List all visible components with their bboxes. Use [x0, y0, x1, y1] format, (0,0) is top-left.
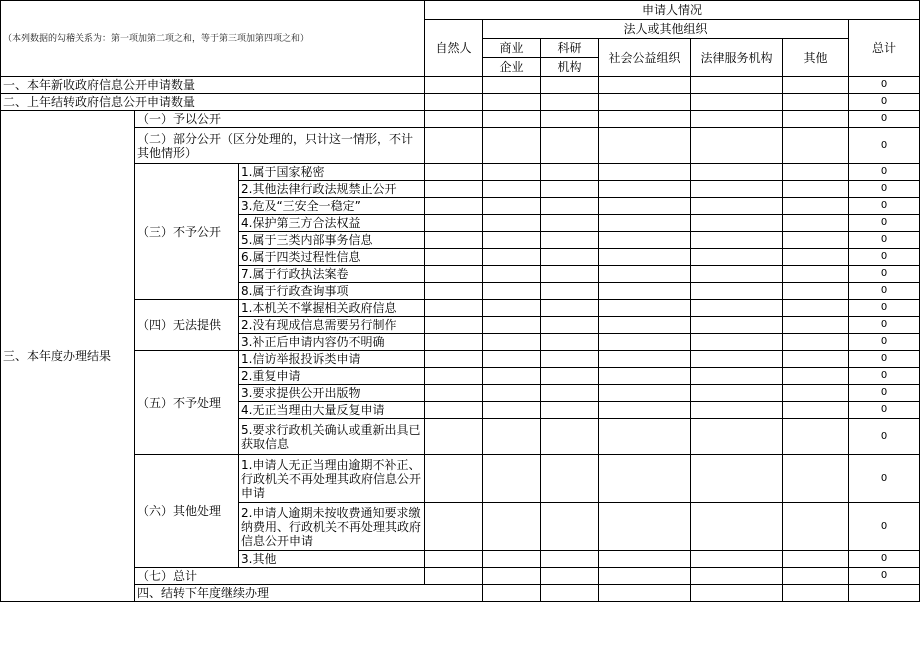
item-label: 7.属于行政执法案卷: [239, 266, 425, 283]
row-total: 0: [849, 402, 920, 419]
applicant-header: 申请人情况: [425, 1, 920, 20]
row-total: 0: [849, 551, 920, 568]
item-label: 1.本机关不掌握相关政府信息: [239, 300, 425, 317]
item-label: 2.没有现成信息需要另行制作: [239, 317, 425, 334]
row-total: 0: [849, 215, 920, 232]
row-total: 0: [849, 164, 920, 181]
row-total: 0: [849, 77, 920, 94]
table-row: [1, 585, 920, 602]
natural-person-header: 自然人: [425, 20, 483, 77]
row-total: 0: [849, 283, 920, 300]
item-label: 4.保护第三方合法权益: [239, 215, 425, 232]
item-label: 3.补正后申请内容仍不明确: [239, 334, 425, 351]
row-total: 0: [849, 334, 920, 351]
row-total: 0: [849, 368, 920, 385]
row-total: 0: [849, 317, 920, 334]
row-label: 一、本年新收政府信息公开申请数量: [1, 77, 425, 94]
legal-org-header: 法人或其他组织: [483, 20, 849, 39]
sub-label: （二）部分公开（区分处理的，只计这一情形，不计其他情形）: [135, 128, 425, 164]
row-label: 四、结转下年度继续办理: [135, 585, 483, 602]
item-label: 3.危及“三安全一稳定”: [239, 198, 425, 215]
commercial-header-2: 企业: [483, 58, 541, 77]
table-row: [1, 351, 920, 368]
row-total: 0: [849, 198, 920, 215]
sub-label: （六）其他处理: [135, 455, 239, 568]
table-row: [1, 128, 920, 164]
item-label: 1.申请人无正当理由逾期不补正、行政机关不再处理其政府信息公开申请: [239, 455, 425, 503]
table-row: [1, 300, 920, 317]
sub-label: （三）不予公开: [135, 164, 239, 300]
item-label: 5.属于三类内部事务信息: [239, 232, 425, 249]
item-label: 3.要求提供公开出版物: [239, 385, 425, 402]
item-label: 6.属于四类过程性信息: [239, 249, 425, 266]
item-label: 4.无正当理由大量反复申请: [239, 402, 425, 419]
row-total: 0: [849, 351, 920, 368]
row-total: 0: [849, 266, 920, 283]
section-label: 三、本年度办理结果: [1, 111, 135, 602]
item-label: 3.其他: [239, 551, 425, 568]
research-header-1: 科研: [541, 39, 599, 58]
sub-label: （七）总计: [135, 568, 425, 585]
other-header: 其他: [783, 39, 849, 77]
sub-label: （一）予以公开: [135, 111, 425, 128]
table-row: [1, 568, 920, 585]
row-total: 0: [849, 455, 920, 503]
row-total: 0: [849, 94, 920, 111]
sub-label: （五）不予处理: [135, 351, 239, 455]
row-total: 0: [849, 568, 920, 585]
item-label: 8.属于行政查询事项: [239, 283, 425, 300]
table-row: [1, 164, 920, 181]
item-label: 1.属于国家秘密: [239, 164, 425, 181]
sub-label: （四）无法提供: [135, 300, 239, 351]
item-label: 5.要求行政机关确认或重新出具已获取信息: [239, 419, 425, 455]
table-row: [1, 455, 920, 503]
table-row: [1, 111, 920, 128]
table-row: [1, 77, 920, 94]
table-row: [1, 94, 920, 111]
row-total: 0: [849, 503, 920, 551]
item-label: 2.其他法律行政法规禁止公开: [239, 181, 425, 198]
relation-note: （本列数据的勾稽关系为：第一项加第二项之和，等于第三项加第四项之和）: [1, 1, 425, 77]
total-header: 总计: [849, 20, 920, 77]
row-total: 0: [849, 419, 920, 455]
public-welfare-header: 社会公益组织: [599, 39, 691, 77]
item-label: 2.申请人逾期未按收费通知要求缴纳费用、行政机关不再处理其政府信息公开申请: [239, 503, 425, 551]
item-label: 2.重复申请: [239, 368, 425, 385]
commercial-header-1: 商业: [483, 39, 541, 58]
research-header-2: 机构: [541, 58, 599, 77]
row-total: 0: [849, 300, 920, 317]
row-total: 0: [849, 385, 920, 402]
row-total: 0: [849, 232, 920, 249]
row-total: 0: [849, 128, 920, 164]
legal-service-header: 法律服务机构: [691, 39, 783, 77]
item-label: 1.信访举报投诉类申请: [239, 351, 425, 368]
row-label: 二、上年结转政府信息公开申请数量: [1, 94, 425, 111]
row-total: 0: [849, 111, 920, 128]
row-total: 0: [849, 181, 920, 198]
row-total: 0: [849, 249, 920, 266]
